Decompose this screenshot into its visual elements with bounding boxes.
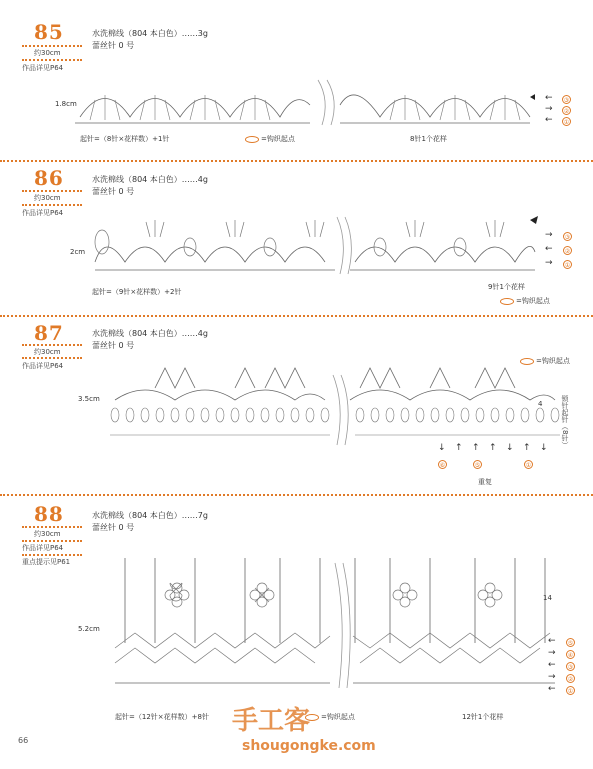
arrow-icon: → [545, 230, 553, 240]
arrow-icon: ↓ [506, 443, 514, 453]
reference-label-2: 重点提示见P61 [22, 558, 71, 566]
repeat-label: 12针1个花样 [462, 713, 504, 721]
hook-info: 蕾丝针 0 号 [92, 187, 135, 196]
row-marker: ② [567, 676, 574, 683]
reference-label: 作品详见P64 [22, 544, 64, 552]
height-label: 5.2cm [78, 625, 100, 633]
start-point-label: =钩织起点 [536, 357, 570, 365]
arrow-icon: ← [548, 684, 556, 694]
start-point-icon [500, 298, 514, 305]
pattern-number: 87 [34, 321, 64, 345]
arrow-icon: ↑ [455, 443, 463, 453]
arrow-icon: ↑ [489, 443, 497, 453]
start-point-legend [500, 296, 550, 306]
yarn-info: 水洗棉线（804 本白色）……7g [92, 511, 208, 520]
start-point-legend [305, 712, 355, 722]
reference-label: 作品详见P64 [22, 64, 64, 72]
arrow-icon: → [548, 648, 556, 658]
height-label: 2cm [70, 248, 86, 256]
row-marker: ② [564, 248, 571, 255]
arrow-icon: ↓ [438, 443, 446, 453]
separator [22, 357, 82, 359]
start-point-icon [245, 136, 259, 143]
arrow-icon: → [545, 104, 553, 114]
hook-info: 蕾丝针 0 号 [92, 341, 135, 350]
arrow-icon: ← [545, 93, 553, 103]
row-marker: ① [525, 462, 532, 469]
section-divider [0, 160, 593, 162]
start-formula: 起针=（9针×花样数）+2针 [92, 288, 182, 296]
height-label: 1.8cm [55, 100, 77, 108]
start-point-label: =钩织起点 [516, 297, 550, 305]
reference-label: 作品详见P64 [22, 362, 64, 370]
row-marker: ③ [564, 234, 571, 241]
reference-label: 作品详见P64 [22, 209, 64, 217]
hook-info: 蕾丝针 0 号 [92, 523, 135, 532]
separator [22, 204, 82, 206]
start-point-label: =钩织起点 [321, 713, 355, 721]
row-marker: ⑤ [567, 640, 574, 647]
length-label: 约30cm [34, 194, 61, 202]
separator [22, 540, 82, 542]
arrow-icon: ← [545, 244, 553, 254]
section-divider [0, 315, 593, 317]
separator [22, 45, 82, 47]
repeat-label: 9针1个花样 [488, 283, 525, 291]
pattern-number: 86 [34, 166, 64, 190]
arrow-icon: → [545, 258, 553, 268]
arrow-icon: ↑ [472, 443, 480, 453]
length-label: 约30cm [34, 530, 61, 538]
arrow-icon: ← [548, 636, 556, 646]
crochet-chart-85 [75, 75, 535, 130]
crochet-chart-86 [90, 212, 540, 277]
page-number: 66 [18, 736, 29, 745]
repeat-label: 重复 [478, 478, 492, 486]
chain-start-note: 锁针起针（8针） [561, 395, 569, 449]
row-marker: ⑤ [474, 462, 481, 469]
length-label: 约30cm [34, 348, 61, 356]
stitch-count-label: 4 [538, 400, 543, 408]
pattern-number: 88 [34, 502, 64, 526]
watermark-logo: 手工客 [232, 706, 311, 736]
row-marker: ① [563, 119, 570, 126]
arrow-icon: ↓ [540, 443, 548, 453]
hook-info: 蕾丝针 0 号 [92, 41, 135, 50]
stitch-count-label: 14 [543, 594, 552, 602]
repeat-label: 8针1个花样 [410, 135, 447, 143]
yarn-info: 水洗棉线（804 本白色）……4g [92, 329, 208, 338]
arrow-icon: ← [545, 115, 553, 125]
row-marker: ① [567, 688, 574, 695]
separator [22, 344, 82, 346]
separator [22, 59, 82, 61]
row-marker: ④ [567, 652, 574, 659]
yarn-info: 水洗棉线（804 本白色）……4g [92, 175, 208, 184]
crochet-chart-88 [105, 548, 560, 698]
separator [22, 526, 82, 528]
row-marker: ① [564, 262, 571, 269]
row-marker: ③ [563, 97, 570, 104]
separator [22, 190, 82, 192]
length-label: 约30cm [34, 49, 61, 57]
start-point-label: =钩织起点 [261, 135, 295, 143]
crochet-chart-87 [105, 360, 565, 448]
height-label: 3.5cm [78, 395, 100, 403]
separator [22, 554, 82, 556]
start-formula: 起针=（12针×花样数）+8针 [115, 713, 209, 721]
row-marker: ③ [567, 664, 574, 671]
section-divider [0, 494, 593, 496]
start-formula: 起针=（8针×花样数）+1针 [80, 135, 170, 143]
row-marker: ⑥ [439, 462, 446, 469]
pattern-number: 85 [34, 20, 64, 44]
arrow-icon: ← [548, 660, 556, 670]
yarn-info: 水洗棉线（804 本白色）……3g [92, 29, 208, 38]
arrow-icon: → [548, 672, 556, 682]
row-marker: ② [563, 108, 570, 115]
watermark-site: shougongke.com [242, 738, 376, 754]
arrow-icon: ↑ [523, 443, 531, 453]
start-point-legend [245, 134, 295, 144]
